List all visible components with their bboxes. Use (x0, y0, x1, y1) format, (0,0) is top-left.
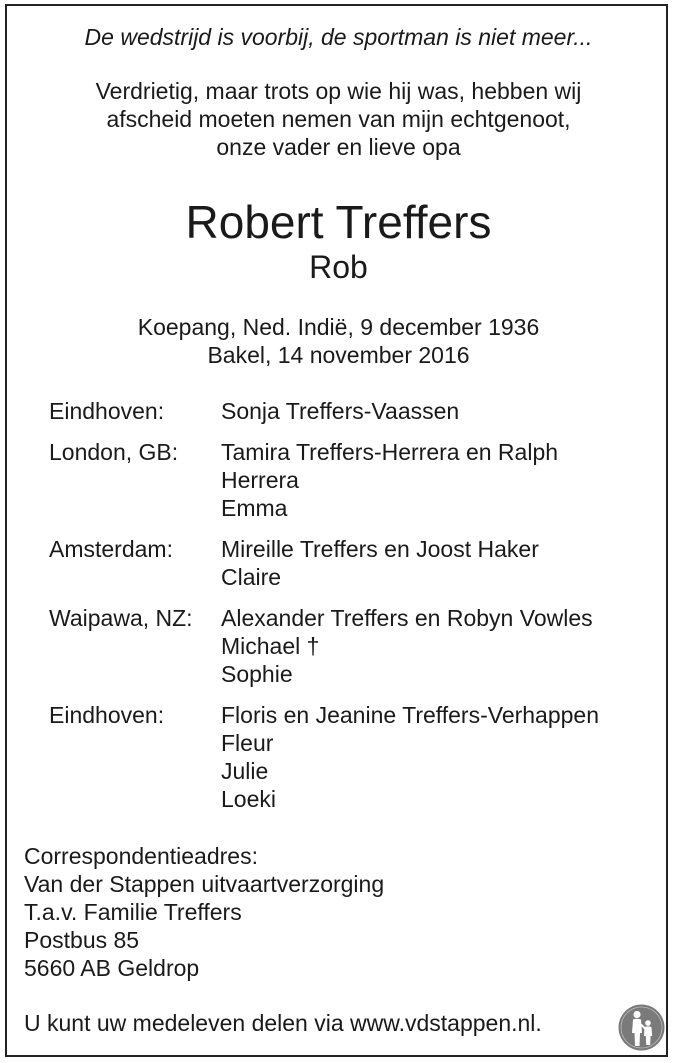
family-name: Fleur (221, 730, 274, 756)
deceased-nickname: Rob (309, 249, 368, 285)
family-name: Emma (221, 495, 288, 521)
family-name: Sonja Treffers-Vaassen (221, 398, 460, 424)
motto: De wedstrijd is voorbij, de sportman is niet meer... (84, 24, 593, 50)
family-name: Herrera (221, 467, 299, 493)
family-row (49, 535, 669, 591)
family-place: Amsterdam: (49, 536, 173, 562)
deceased-name: Robert Treffers (185, 196, 492, 248)
family-row (49, 604, 669, 688)
family-row (49, 397, 669, 425)
family-name: Julie (221, 758, 269, 784)
family-place: Eindhoven: (49, 702, 165, 728)
birth-line: Koepang, Ned. Indië, 9 december 1936 (137, 314, 540, 340)
correspondence-line: 5660 AB Geldrop (24, 955, 200, 981)
intro-line: onze vader en lieve opa (216, 134, 461, 160)
family-name: Mireille Treffers en Joost Haker (221, 536, 539, 562)
family-row (49, 701, 669, 813)
intro-line: Verdrietig, maar trots op wie hij was, hebben wij (95, 78, 582, 104)
family-names (221, 701, 599, 813)
family-place: Eindhoven: (49, 398, 165, 424)
intro-text (0, 77, 677, 161)
family-name: Floris en Jeanine Treffers-Verhappen (221, 702, 600, 728)
funeral-home-logo-icon (617, 1003, 666, 1052)
family-names (221, 397, 459, 425)
family-names (221, 438, 558, 522)
family-name: Claire (221, 564, 282, 590)
correspondence-address (24, 842, 384, 982)
correspondence-line: Postbus 85 (24, 927, 140, 953)
family-names (221, 604, 593, 688)
correspondence-line: Van der Stappen uitvaartverzorging (24, 871, 385, 897)
life-dates (0, 313, 677, 369)
family-place: Waipawa, NZ: (49, 605, 193, 631)
intro-line: afscheid moeten nemen van mijn echtgenoot, (106, 106, 571, 132)
family-name: Tamira Treffers-Herrera en Ralph (221, 439, 559, 465)
family-name: Loeki (221, 786, 276, 812)
family-names (221, 535, 539, 591)
correspondence-line: T.a.v. Familie Treffers (24, 899, 242, 925)
death-line: Bakel, 14 november 2016 (207, 342, 470, 368)
family-name: Michael † (221, 633, 320, 659)
condolence-note: U kunt uw medeleven delen via www.vdstappen.nl. (24, 1010, 542, 1036)
family-place: London, GB: (49, 439, 179, 465)
family-list (49, 397, 669, 826)
correspondence-heading: Correspondentieadres: (24, 843, 258, 869)
family-row (49, 438, 669, 522)
family-name: Sophie (221, 661, 293, 687)
family-name: Alexander Treffers en Robyn Vowles (221, 605, 593, 631)
